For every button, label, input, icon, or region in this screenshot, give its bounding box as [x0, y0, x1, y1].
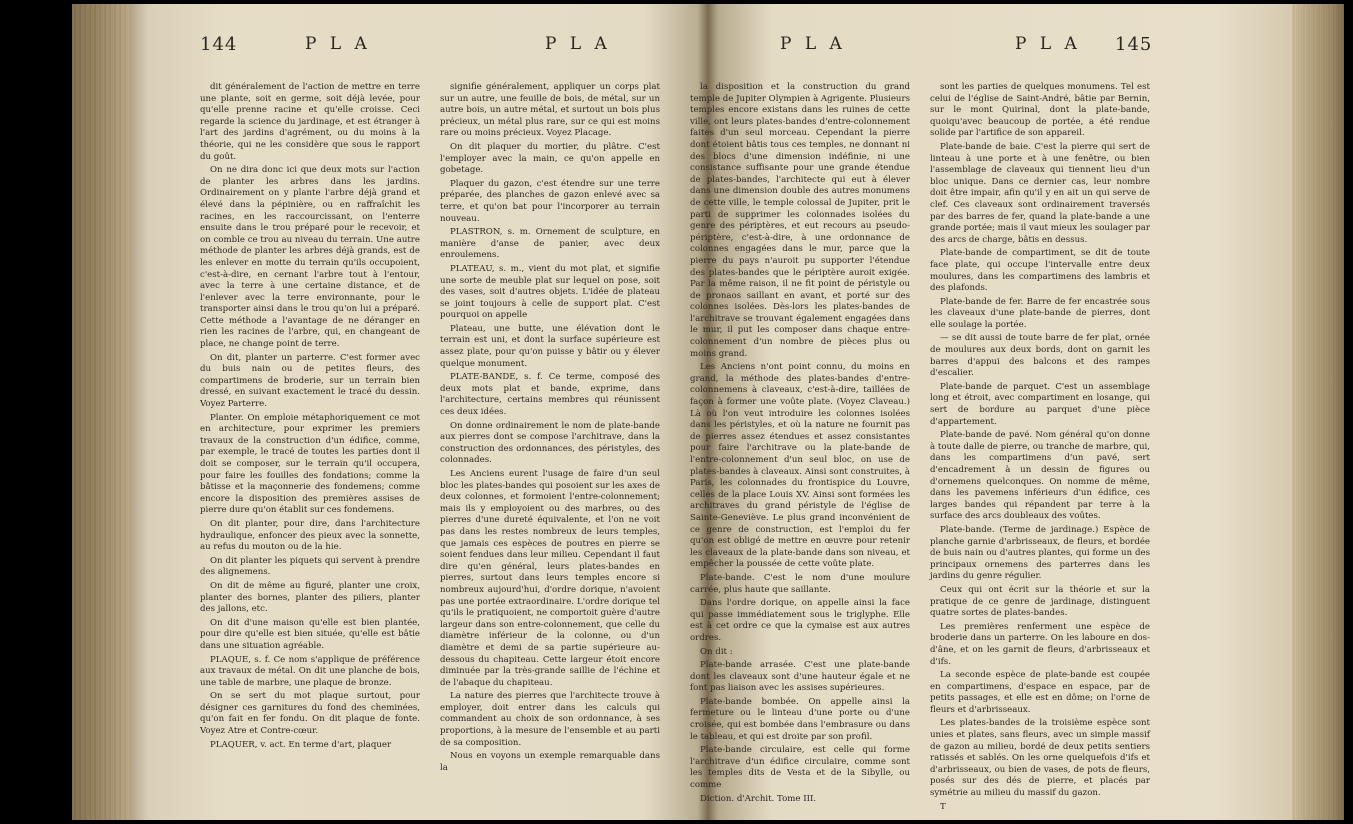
- paragraph: Plate-bande de pavé. Nom général qu'on donne à toute dalle de pierre, ou tranche de marbre, qui, dans les compartimens d'un pavé, sert d'encadrement à un dessin de figures ou d'ornemens quelconques. On nomme de même, dans les pavemens inférieurs d'un édifice, ces larges bandes qui répandent par terre à la surface des arcs doubleaux des voûtes.: [930, 430, 1150, 522]
- right-page-number: 145: [1115, 34, 1153, 55]
- left-head-word-1: P L A: [305, 34, 371, 54]
- paragraph: PLAQUER, v. act. En terme d'art, plaquer: [210, 739, 392, 750]
- paragraph: On dit planter, pour dire, dans l'architecture hydraulique, enfoncer des pieux avec la sonnette, au refus du mouton ou de la hie.: [200, 518, 420, 553]
- left-head-word-2: P L A: [545, 34, 611, 54]
- paragraph: Plate-bande. C'est le nom d'une moulure carrée, plus haute que saillante.: [690, 572, 910, 595]
- paragraph: dit généralement de l'action de mettre en terre une plante, soit en germe, soit déjà levée, pour qu'elle prenne racine et qu'elle croisse. Ceci regarde la science du jardinage, et est étranger à l'art des jardins d'agrément, ou du moins à la théorie, qui ne les considère que sous le rapport du goût.: [200, 82, 420, 162]
- paragraph: la disposition et la construction du grand temple de Jupiter Olympien à Agrigente. Plusieurs temples encore existans dans les ruines de cette ville, ont leurs plates-bandes d'entre-colonnement faites d'un seul morceau. Cependant la pierre dont étoient bâtis tous ces temples, ne donnant ni des blocs d'une dimension indéfinie, ni une consistance suffisante pour une grande étendue de plates-bandes, l'architecte qui eut à élever dans une dimension double des autres monumens de cette ville, le temple colossal de Jupiter, prit le parti de supprimer les colonnades isolées du genre des périptères, et eut recours au pseudo-périptère, c'est-à-dire, à une ordonnance de colonnes engagées dans le mur, parce que la pierre du pays n'auroit pu supporter l'étendue des plates-bandes que le périptère auroit exigée. Par la même raison, il ne fit point de péristyle ou de pronaos saillant en avant, et porté sur des colonnes isolées. Dès-lors les plates-bandes de l'architrave se trouvant également engagées dans le mur, il put les composer dans chaque entre-colonnement d'un nombre de pièces plus ou moins grand.: [690, 82, 910, 359]
- paragraph: On ne dira donc ici que deux mots sur l'action de planter les arbres dans les jardins. Ordinairement on y plante l'arbre déjà grand et élevé dans la pépinière, ou en raffraîchit les racines, en les raccourcissant, on l'enterre ensuite dans le trou préparé pour le recevoir, et on comble ce trou au niveau du terrain. Une autre méthode de planter les arbres déjà grands, est de les enlever en motte du terrain qu'ils occupoient, c'est-à-dire, en cernant l'arbre tout à l'entour, avec la terre à une certaine distance, et de l'enlever avec la terre environnante, pour le transporter ainsi dans le trou qu'on lui a préparé. Cette méthode a l'avantage de ne déranger en rien les racines de l'arbre, qui, en changeant de place, ne change point de terre.: [200, 165, 420, 350]
- paragraph: On dit plaquer du mortier, du plâtre. C'est l'employer avec la main, ce qu'on appelle en gobetage.: [440, 141, 660, 176]
- paragraph: On dit planter les piquets qui servent à prendre des alignemens.: [200, 555, 420, 578]
- paragraph: PLASTRON, s. m. Ornement de sculpture, en manière d'anse de panier, avec deux enroulemens.: [440, 227, 660, 261]
- paragraph: Plate-bande de fer. Barre de fer encastrée sous les claveaux d'une plate-bande de pierres, dont elle soulage la portée.: [930, 296, 1150, 330]
- left-page-number: 144: [200, 34, 238, 55]
- paragraph: Plate-bande circulaire, est celle qui forme l'architrave d'un édifice circulaire, comme sont les temples dits de Vesta et de la Sibylle, ou comme: [690, 745, 910, 791]
- paragraph: — se dit aussi de toute barre de fer plat, ornée de moulures aux deux bords, dont on garnit les barres d'appui des balcons et des rampes d'escalier.: [930, 333, 1150, 379]
- paragraph: Ceux qui ont écrit sur la théorie et sur la pratique de ce genre de jardinage, distinguent quatre sortes de plates-bandes.: [930, 584, 1150, 619]
- paragraph: Plate-bande de compartiment, se dit de toute face plate, qui occupe l'intervalle entre deux moulures, dans les compartimens des lambris et des plafonds.: [930, 248, 1150, 294]
- paragraph: signifie généralement, appliquer un corps plat sur un autre, une feuille de bois, de métal, sur un autre bois, un autre métal, et surtout un bois plus précieux, un métal plus rare, sur ce qui est moins rare ou moins précieux. Voyez Placage.: [440, 82, 660, 139]
- paragraph: PLATE-BANDE, s. f. Ce terme, composé des deux mots plat et bande, exprime, dans l'architecture, certains membres qui réunissent ces deux idées.: [440, 372, 660, 418]
- paragraph: La seconde espèce de plate-bande est coupée en compartimens, d'espace en espace, par de petits passages, et elle est en dôme; on l'orne de fleurs et d'arbrisseaux.: [930, 670, 1150, 715]
- left-column-2: [440, 82, 660, 776]
- paragraph: On donne ordinairement le nom de plate-bande aux pierres dont se compose l'architrave, dans la construction des ordonnances, des péristyles, des colonnades.: [440, 420, 660, 466]
- left-fore-edge: [72, 4, 130, 820]
- left-column-1: [200, 82, 420, 753]
- right-head-word-2: P L A: [1015, 34, 1081, 54]
- paragraph: Plate-bande de parquet. C'est un assemblage long et étroit, avec compartiment en losange, qui sert de bordure au parquet d'une pièce d'appartement.: [930, 381, 1150, 427]
- paragraph: On dit d'une maison qu'elle est bien plantée, pour dire qu'elle est bien située, qu'elle est bâtie dans une situation agréable.: [200, 617, 420, 651]
- paragraph: Plate-bande arrasée. C'est une plate-bande dont les claveaux sont d'une hauteur égale et ne font pas liaison avec les assises supérieures.: [690, 660, 910, 694]
- paragraph: On se sert du mot plaque surtout, pour désigner ces garnitures du fond des cheminées, qu'on fait en fer fondu. On dit plaque de fonte. Voyez Atre et Contre-cœur.: [200, 691, 420, 737]
- paragraph: On dit de même au figuré, planter une croix, planter des bornes, planter des piliers, planter des jallons, etc.: [200, 580, 420, 615]
- paragraph: Dans l'ordre dorique, on appelle ainsi la face qui passe immédiatement sous le triglyphe. Elle est à cet ordre ce que la cymaise est aux autres ordres.: [690, 598, 910, 643]
- paragraph: Les plates-bandes de la troisième espèce sont unies et plates, sans fleurs, avec un simple massif de gazon au milieu, bordé de deux petits sentiers ratissés et sablés. On les orne quelquefois d'ifs et d'arbrisseaux, ou bien de vases, de pots de fleurs, posés sur des dés de pierre, et placés par symétrie au milieu du massif du gazon.: [930, 718, 1150, 799]
- paragraph: Les Anciens n'ont point connu, du moins en grand, la méthode des plates-bandes d'entre-colonnemens à claveaux, c'est-à-dire, taillées de façon à former une voûte plate. (Voyez Claveau.) Là où l'on veut introduire les colonnes isolées dans les péristyles, et où la nature ne fournit pas de pierres assez étendues et assez consistantes pour faire l'architrave ou la plate-bande de l'entre-colonnement d'un seul bloc, on use de plates-bandes à claveaux. Ainsi sont construites, à Paris, les colonnades du frontispice du Louvre, celles de la place Louis XV. Ainsi sont formées les architraves du grand péristyle de l'église de Sainte-Geneviève. Le plus grand inconvénient de ce genre de construction, est l'emploi du fer qu'on est obligé de mettre en œuvre pour retenir les claveaux de la plate-bande dans son niveau, et empêcher la poussée de cette voûte plate.: [690, 362, 910, 570]
- paragraph: PLATEAU, s. m., vient du mot plat, et signifie une sorte de meuble plat sur lequel on pose, soit des vases, soit d'autres objets. L'idée de plateau se joint toujours à celle de support plat. C'est pourquoi on appelle: [440, 263, 660, 321]
- paragraph: sont les parties de quelques monumens. Tel est celui de l'église de Saint-André, bâtie par Bernin, sur le mont Quirinal, dont la plate-bande, quoiqu'avec beaucoup de portée, a été rendue solide par l'artifice de son appareil.: [930, 82, 1150, 139]
- paragraph: Les Anciens eurent l'usage de faire d'un seul bloc les plates-bandes qui posoient sur les axes de deux colonnes, et formoient l'entre-colonnement; mais ils y employoient ou des marbres, ou des pierres d'une dureté équivalente, et l'on ne voit pas dans les restes nombreux de leurs temples, que jamais ces espèces de poutres en pierre se soient fendues dans leur milieu. Cependant il faut dire qu'en général, leurs plates-bandes en pierres, surtout dans leurs temples encore si nombreux aujourd'hui, d'ordre dorique, n'avoient pas une portée extraordinaire. L'ordre dorique tel qu'ils le pratiquoient, ne comportoit guère d'autre largeur dans son entre-colonnement, que celle du diamètre inférieur de la colonne, ou d'un diamètre et demi de sa partie supérieure au-dessous du chapiteau. Cette largeur étoit encore diminuée par la très-grande saillie de l'échine et de l'abaque du chapiteau.: [440, 469, 660, 688]
- paragraph: On dit :: [700, 646, 733, 657]
- right-column-2: [930, 82, 1150, 815]
- right-running-head: [690, 30, 1153, 60]
- paragraph: T: [940, 801, 946, 812]
- paragraph: Planter. On emploie métaphoriquement ce mot en architecture, pour exprimer les premiers travaux de la construction d'un édifice, comme, par exemple, le tracé de toutes les parties dont il doit se composer, sur le terrain qu'il occupera, pour faire les fouilles des fondations; comme la bâtisse et la maçonnerie des fondemens; comme encore la disposition des premières assises de pierre dure qu'on établit sur ces fondemens.: [200, 412, 420, 516]
- paragraph: Plateau, une butte, une élévation dont le terrain est uni, et dont la surface supérieure est assez plate, pour qu'on puisse y bâtir ou y élever quelque monument.: [440, 323, 660, 369]
- left-running-head: [200, 30, 670, 60]
- paragraph: Plate-bande. (Terme de jardinage.) Espèce de planche garnie d'arbrisseaux, de fleurs, et bordée de buis nain ou d'autres plantes, qui forme un des principaux ornemens des parterres dans les jardins du genre régulier.: [930, 524, 1150, 582]
- paragraph: Plate-bande bombée. On appelle ainsi la fermeture ou le linteau d'une porte ou d'une croisée, qui est bombée dans l'embrasure ou dans le tableau, et qui est droite par son profil.: [690, 696, 910, 742]
- paragraph: Plaquer du gazon, c'est étendre sur une terre préparée, des planches de gazon enlevé avec sa terre, et qu'on bat pour l'incorporer au terrain nouveau.: [440, 178, 660, 224]
- right-fore-edge: [1292, 4, 1344, 820]
- paragraph: Plate-bande de baie. C'est la pierre qui sert de linteau à une porte et à une fenêtre, ou bien l'assemblage de claveaux qui tiennent lieu d'un bloc unique. Dans ce dernier cas, leur nombre doit être impair, afin qu'il y en ait un qui serve de clef. Ces claveaux sont ordinairement traversés par des barres de fer, quand la plate-bande a une grande portée; mais il vaut mieux les soulager par des arcs de charge, bâtis en dessus.: [930, 141, 1150, 245]
- right-column-1: [690, 82, 910, 807]
- paragraph: On dit, planter un parterre. C'est former avec du buis nain ou de petites fleurs, des compartimens de broderie, sur un terrain bien dressé, en suivant exactement le tracé du dessin. Voyez Parterre.: [200, 352, 420, 410]
- paragraph: Nous en voyons un exemple remarquable dans la: [440, 751, 660, 773]
- right-head-word-1: P L A: [780, 34, 846, 54]
- paragraph: La nature des pierres que l'architecte trouve à employer, doit entrer dans les calculs qui commandent au choix de son ordonnance, à ses proportions, à la mesure de l'ensemble et au parti de sa composition.: [440, 691, 660, 748]
- paragraph: Les premières renferment une espèce de broderie dans un parterre. On les laboure en dos-d'âne, et on les garnit de fleurs, d'arbrisseaux et d'ifs.: [930, 621, 1150, 667]
- paragraph: PLAQUE, s. f. Ce nom s'applique de préférence aux travaux de métal. On dit une planche de bois, une table de marbre, une plaque de bronze.: [200, 654, 420, 688]
- paragraph: Diction. d'Archit. Tome III.: [700, 793, 817, 804]
